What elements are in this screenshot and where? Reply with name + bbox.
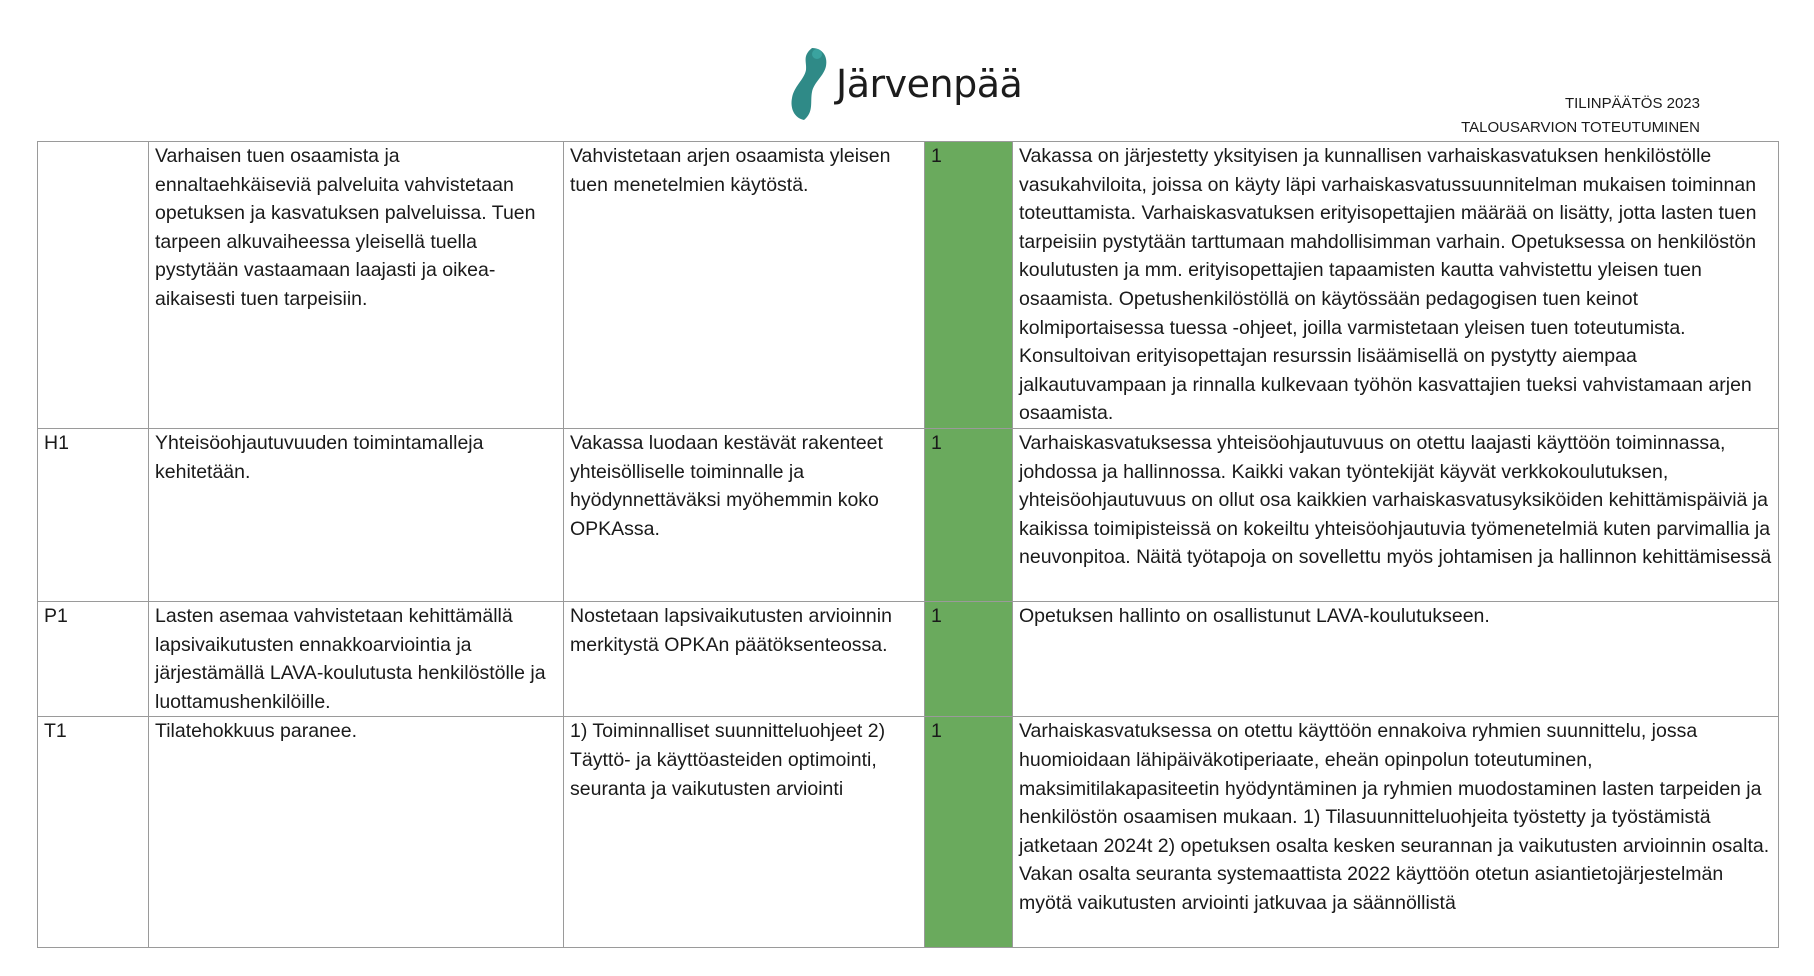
row-result: Varhaiskasvatuksessa on otettu käyttöön ennakoiva ryhmien suunnittelu, jossa huomioidaan lähipäiväkotiperiaate, eheän opinpolun toteutuminen, maksimitilakapasiteetin hyödyntäminen ja ryhmien muodostaminen lasten tarpeiden ja henkilöstön osaamisen mukaan. 1) Tilasuunnitteluohjeita työstetty ja työstämistä jatketaan 2024t 2) opetuksen osalta kesken seurannan ja vaikutusten arvioinnin osalta. Vakan osalta seuranta systemaattista 2022 käyttöön otetun asiantietojärjestelmän myötä vaikutusten arviointi jatkuvaa ja säännöllistä — [1013, 717, 1779, 948]
row-score: 1 — [925, 429, 1013, 602]
jarvenpaa-logo — [790, 46, 1022, 122]
row-goal: Lasten asemaa vahvistetaan kehittämällä lapsivaikutusten ennakkoarviointia ja järjestämällä LAVA-koulutusta henkilöstölle ja luottamushenkilöille. — [149, 602, 564, 717]
row-action: 1) Toiminnalliset suunnitteluohjeet 2) Täyttö- ja käyttöasteiden optimointi, seuranta ja vaikutusten arviointi — [564, 717, 925, 948]
logo-mark-icon — [790, 46, 830, 122]
document-subtitle: TALOUSARVION TOTEUTUMINEN — [1461, 119, 1700, 136]
row-result: Varhaiskasvatuksessa yhteisöohjautuvuus on otettu laajasti käyttöön toiminnassa, johdossa ja hallinnossa. Kaikki vakan työntekijät käyvät verkkokoulutuksen, yhteisöohjautuvuus on ollut osa kaikkien varhaiskasvatusyksiköiden kehittämispäiviä ja kaikissa toimipisteissä on kokeiltu yhteisöohjautuvia työmenetelmiä kuten parvimallia ja neuvonpitoa. Näitä työtapoja on sovellettu myös johtamisen ja hallinnon kehittämisessä — [1013, 429, 1779, 602]
row-code — [38, 142, 149, 429]
row-action: Nostetaan lapsivaikutusten arvioinnin merkitystä OPKAn päätöksenteossa. — [564, 602, 925, 717]
row-code: H1 — [38, 429, 149, 602]
table-row — [38, 717, 1779, 948]
row-score: 1 — [925, 602, 1013, 717]
row-score: 1 — [925, 717, 1013, 948]
row-goal: Varhaisen tuen osaamista ja ennaltaehkäiseviä palveluita vahvistetaan opetuksen ja kasvatuksen palveluissa. Tuen tarpeen alkuvaiheessa yleisellä tuella pystytään vastaamaan laajasti ja oikea-aikaisesti tuen tarpeisiin. — [149, 142, 564, 429]
goals-table — [37, 141, 1779, 948]
document-header — [1461, 92, 1700, 140]
row-action: Vahvistetaan arjen osaamista yleisen tuen menetelmien käytöstä. — [564, 142, 925, 429]
row-result: Opetuksen hallinto on osallistunut LAVA-koulutukseen. — [1013, 602, 1779, 717]
table-row — [38, 602, 1779, 717]
row-action: Vakassa luodaan kestävät rakenteet yhteisölliselle toiminnalle ja hyödynnettäväksi myöhemmin koko OPKAssa. — [564, 429, 925, 602]
row-code: T1 — [38, 717, 149, 948]
table-row — [38, 142, 1779, 429]
logo-text: Järvenpää — [836, 62, 1023, 106]
table-row — [38, 429, 1779, 602]
row-goal: Tilatehokkuus paranee. — [149, 717, 564, 948]
row-result: Vakassa on järjestetty yksityisen ja kunnallisen varhaiskasvatuksen henkilöstölle vasukahviloita, joissa on käyty läpi varhaiskasvatussuunnitelman mukaisen toiminnan toteuttamista. Varhaiskasvatuksen erityisopettajien määrää on lisätty, jotta lasten tuen tarpeisiin pystytään tarttumaan mahdollisimman varhain. Opetuksessa on henkilöstön koulutusten ja mm. erityisopettajien tapaamisten kautta vahvistettu yleisen tuen osaamista. Opetushenkilöstöllä on käytössään pedagogisen tuen keinot kolmiportaisessa tuessa -ohjeet, joilla varmistetaan yleisen tuen toteutumista. Konsultoivan erityisopettajan resurssin lisäämisellä on pystytty aiempaa jalkautuvampaan ja rinnalla kulkevaan työhön kasvattajien tueksi vahvistamaan arjen osaamista. — [1013, 142, 1779, 429]
row-goal: Yhteisöohjautuvuuden toimintamalleja kehitetään. — [149, 429, 564, 602]
row-score: 1 — [925, 142, 1013, 429]
document-title: TILINPÄÄTÖS 2023 — [1564, 95, 1700, 112]
row-code: P1 — [38, 602, 149, 717]
